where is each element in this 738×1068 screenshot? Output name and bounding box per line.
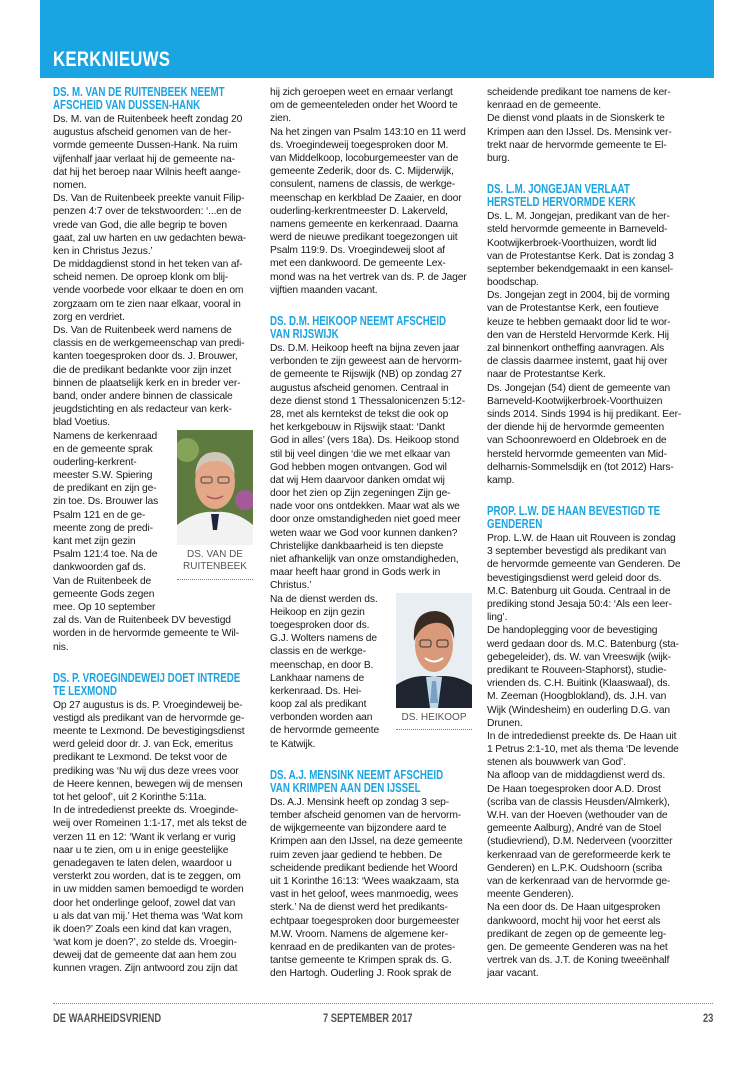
text-line: gemeente Gods zegen xyxy=(53,588,155,600)
text-line: jaar vacant. xyxy=(487,968,539,980)
text-line: prediking stond Jesaja 50:4: ‘Als een leer- xyxy=(487,599,672,610)
text-line: zorgzaam om te zien naar elkaar, vooral in xyxy=(53,298,241,310)
text-line: boodschap. xyxy=(487,277,539,289)
heading-line: AFSCHEID VAN DUSSEN-HANK xyxy=(53,98,201,112)
article-body xyxy=(270,86,472,297)
text-line: de classis daarmee instemt, gaat hij over xyxy=(487,356,668,368)
article-body xyxy=(487,86,692,165)
text-line: binnen de plaatselijk kerk en in breder ver- xyxy=(53,377,241,389)
wrapped-text xyxy=(270,593,379,751)
text-line: augustus afscheid genomen van de her- xyxy=(53,127,232,139)
text-with-photo xyxy=(53,430,253,615)
text-line: verzen 11 en 12: ‘Want ik verlang er vurig xyxy=(53,831,236,843)
page-number: 23 xyxy=(702,1011,713,1025)
text-line: ken in Christus Jezus.’ xyxy=(53,245,153,257)
text-line: G.J. Wolters namens de xyxy=(270,633,377,645)
text-line: deze dienst stond 1 Thessalonicenzen 5:12- xyxy=(270,395,466,407)
text-line: keuze te hebben gemaakt door lid te wor- xyxy=(487,316,671,328)
text-line: mond was na het vertrek van ds. P. de Jager xyxy=(270,271,467,283)
text-line: naar u te zien, om u in enige geestelijke xyxy=(53,844,229,856)
text-line: ‘wat kom je doen?’, zo stelde ds. Vroegin- xyxy=(53,937,237,949)
text-line: steld hervormde gemeente in Barneveld- xyxy=(487,224,668,236)
heading-line: VAN RIJSWIJK xyxy=(270,327,339,341)
text-line: van de kerkenraad van de hervormde ge- xyxy=(487,875,671,887)
text-line: God hebben mogen ontvangen. God wil xyxy=(270,461,447,473)
text-line: Krimpen aan den IJssel, na deze gemeente xyxy=(270,836,463,848)
text-line: maar heeft haar grond in Gods werk in xyxy=(270,567,441,579)
text-line: delharnis-Sommelsdijk en (tot 2012) Hars- xyxy=(487,461,674,473)
text-line: Ds. M. van de Ruitenbeek heeft zondag 20 xyxy=(53,114,243,125)
text-line: te Katwijk. xyxy=(270,738,316,750)
text-line: blad Voetius. xyxy=(53,417,111,429)
text-line: classis en de werkgemeenschap van predi- xyxy=(53,338,245,350)
text-line: door onze omstandigheden niet goed meer xyxy=(270,514,461,526)
caption-divider xyxy=(396,729,472,730)
text-line: Psalm 119:9. Ds. Vroegindeweij sloot af xyxy=(270,245,446,257)
text-line: M.W. Vroom. Namens de algemene ker- xyxy=(270,928,449,940)
text-line: kant met zijn gezin xyxy=(53,536,136,547)
text-line: ds. Vroegindeweij toegesproken door M. xyxy=(270,139,449,151)
photo-figure xyxy=(396,593,472,751)
text-line: dankwoord, mocht hij voor het eerst als xyxy=(487,915,661,927)
article xyxy=(487,86,692,165)
text-line: het kerkgebouw in Rijswijk staat: ‘Dankt xyxy=(270,422,445,434)
text-line: Kootwijkerbroek-Voorthuizen, wordt lid xyxy=(487,237,657,249)
text-line: De middagdienst stond in het teken van af- xyxy=(53,259,243,271)
text-line: werd geleid door dr. J. van Eck, emeritus xyxy=(53,739,233,751)
text-line: zorg en verdriet. xyxy=(53,311,125,323)
column-1 xyxy=(53,86,253,976)
text-line: 28, met als kerntekst de tekst die ook op xyxy=(270,408,449,420)
text-line: Barneveld-Kootwijkerbroek-Voorthuizen xyxy=(487,395,663,407)
text-line: trekt naar de hervormde gemeente te El- xyxy=(487,139,667,151)
article-heading xyxy=(53,672,253,698)
text-line: (studievriend), D.M. Nederveen (voorzitter xyxy=(487,836,673,848)
text-line: echtpaar toegesproken door burgemeester xyxy=(270,915,460,927)
text-line: sinds 2014. Sinds 1994 is hij predikant. Eer- xyxy=(487,408,682,420)
text-line: de gemeente te Rijswijk (NB) op zondag 27 xyxy=(270,369,462,381)
text-line: scheid nemen. De oproep klonk om blij- xyxy=(53,272,229,284)
text-line: zin toe. Ds. Brouwer las xyxy=(53,496,159,508)
photo-caption xyxy=(396,712,472,725)
text-line: predikant de zegen op de gemeente leg- xyxy=(487,928,667,940)
text-line: vijfenhalf jaar verlaat hij de gemeente na- xyxy=(53,153,235,165)
text-line: ruim zeven jaar gediend te hebben. De xyxy=(270,849,442,861)
heading-line: DS. A.J. MENSINK NEEMT AFSCHEID xyxy=(270,767,444,782)
text-line: Krimpen aan den IJssel. Ds. Mensink ver- xyxy=(487,126,672,138)
article xyxy=(270,315,472,751)
text-line: W.H. van der Hoeven (wethouder van de xyxy=(487,810,668,821)
text-line: door het onderlinge geloof, zowel dat van xyxy=(53,897,236,909)
column-3 xyxy=(487,86,692,980)
heading-line: VAN KRIMPEN AAN DEN IJSSEL xyxy=(270,780,421,795)
text-line: die de predikant bedankte voor zijn inzet xyxy=(53,364,232,376)
text-line: kerkenraad van de gereformeerde kerk te xyxy=(487,849,671,861)
text-line: predikant te Lexmond. De tekst voor de xyxy=(53,752,228,764)
text-line: Lankhaar namens de xyxy=(270,672,365,684)
text-line: burg. xyxy=(487,152,510,164)
text-line: Genderen) en L.P.K. Oudshoorn (scriba xyxy=(487,862,663,874)
text-line: Ds. A.J. Mensink heeft op zondag 3 sep- xyxy=(270,796,450,808)
text-line: nade voor ons ontdekken. Maar wat als we xyxy=(270,501,460,513)
heading-line: DS. D.M. HEIKOOP NEEMT AFSCHEID xyxy=(270,314,447,328)
text-line: tot het geloof’, uit 2 Korinthe 5:11a. xyxy=(53,792,207,803)
footer-date: 7 SEPTEMBER 2017 xyxy=(323,1011,413,1025)
heading-line: HERSTELD HERVORMDE KERK xyxy=(487,195,636,210)
text-line: gemeente Aalburg), André van de Stoel xyxy=(487,823,662,835)
text-line: mee. Op 10 september xyxy=(53,601,156,613)
article-body xyxy=(53,699,253,976)
text-line: Ds. Jongejan (54) dient de gemeente van xyxy=(487,382,671,394)
text-line: Wijk (Windesheim) en ouderling D.G. van xyxy=(487,704,670,716)
text-line: stenen als bouwwerk van God’. xyxy=(487,757,626,769)
text-line: u als dat van mij.’ Het thema was ‘Wat kom xyxy=(53,910,243,922)
text-line: den Hartogh. Ouderling J. Rook sprak de xyxy=(270,968,452,980)
text-line: M.C. Batenburg uit Gouda. Centraal in de xyxy=(487,585,671,597)
text-line: Na het zingen van Psalm 143:10 en 11 werd xyxy=(270,126,466,138)
article-body xyxy=(487,210,692,487)
text-line: Van de Ruitenbeek de xyxy=(53,575,152,587)
text-line: vormde gemeente Dussen-Hank. Na ruim xyxy=(53,140,238,152)
text-line: tember afscheid genomen van de hervorm- xyxy=(270,810,462,821)
text-line: gaat, zal uw harten en uw gedachten bewa- xyxy=(53,232,247,244)
text-line: scheidende predikant toe namens de ker- xyxy=(487,87,671,98)
article-heading xyxy=(487,505,692,531)
text-line: september bekendgemaakt in een kansel- xyxy=(487,263,674,275)
text-with-photo xyxy=(270,593,472,751)
text-line: kenraad en de gemeente. xyxy=(487,100,601,112)
text-line: 3 september bevestigd als predikant van xyxy=(487,546,667,558)
text-line: zal ds. Van de Ruitenbeek DV bevestigd xyxy=(53,615,231,627)
text-line: M. Zeeman (Hoogblokland), ds. J.H. van xyxy=(487,691,667,703)
text-line: werd gedaan door ds. M.C. Batenburg (sta- xyxy=(487,638,679,650)
text-line: Na een door ds. De Haan uitgesproken xyxy=(487,902,661,914)
photo-figure xyxy=(177,430,253,615)
text-line: nis. xyxy=(53,641,69,653)
text-line: meenschap, en door B. xyxy=(270,659,374,671)
article-heading xyxy=(487,183,692,209)
text-line: namens gemeente en kerkenraad. Daarna xyxy=(270,218,458,230)
text-line: de hervormde gemeente xyxy=(270,725,380,737)
text-line: worden in de hervormde gemeente te Wil- xyxy=(53,628,239,640)
text-line: augustus afscheid genomen. Centraal in xyxy=(270,382,449,394)
heading-line: DS. P. VROEGINDEWEIJ DOET INTREDE xyxy=(53,670,241,685)
text-line: in uw midden samen bemoedigd te worden xyxy=(53,884,244,896)
article xyxy=(53,672,253,976)
text-line: Christus.’ xyxy=(270,580,312,592)
text-line: door het zien op Zijn zegeningen Zijn ge- xyxy=(270,488,451,500)
heading-line: PROP. L.W. DE HAAN BEVESTIGD TE xyxy=(487,504,661,519)
text-line: weij over Romeinen 1:1-17, met als tekst de xyxy=(53,818,247,830)
text-line: gebegeleider), ds. W. van Vreeswijk (wijk- xyxy=(487,651,671,663)
text-line: versterkt zou worden, dat is te zeggen, om xyxy=(53,871,241,883)
article xyxy=(270,769,472,981)
text-line: dankwoorden gaf ds. xyxy=(53,562,146,574)
text-line: der diende hij de hervormde gemeenten xyxy=(487,422,665,434)
text-line: om de gemeenteleden onder het Woord te xyxy=(270,100,458,112)
article xyxy=(53,86,253,654)
text-line: De dienst vond plaats in de Sionskerk te xyxy=(487,113,665,125)
text-line: de hervormde gemeente van Genderen. De xyxy=(487,559,681,571)
text-line: De Haan toegesproken door A.D. Drost xyxy=(487,783,661,795)
text-line: kerkenraad. Ds. Hei- xyxy=(270,685,362,697)
text-line: meester S.W. Spiering xyxy=(53,470,153,482)
text-line: Prop. L.W. de Haan uit Rouveen is zondag xyxy=(487,533,676,545)
text-line: meente Genderen). xyxy=(487,889,574,901)
text-line: bevestigingsdienst werd geleid door ds. xyxy=(487,572,662,584)
text-line: vende voorbede voor elkaar te doen en om xyxy=(53,285,244,297)
text-line: De handoplegging voor de bevestiging xyxy=(487,625,658,637)
text-line: Na afloop van de middagdienst werd ds. xyxy=(487,770,666,782)
article-heading xyxy=(270,769,472,795)
text-line: In de intrededienst preekte ds. De Haan uit xyxy=(487,730,677,742)
text-line: Ds. Jongejan zegt in 2004, bij de vorming xyxy=(487,290,670,302)
text-line: consulent, namens de classis, de werkge- xyxy=(270,179,456,191)
text-line: In de intrededienst preekte ds. Vroeginde- xyxy=(53,805,239,817)
text-line: meente te Lexmond. De bevestigingsdienst xyxy=(53,726,245,738)
caption-line: DS. VAN DE xyxy=(187,548,243,560)
text-line: kenraad en de predikanten van de protes- xyxy=(270,941,456,953)
text-line: hij zich geroepen weet en ernaar verlangt xyxy=(270,87,453,98)
text-line: naar de Protestantse Kerk. xyxy=(487,369,606,381)
article-heading xyxy=(53,86,253,112)
text-line: Ds. L. M. Jongejan, predikant van de her- xyxy=(487,211,670,223)
text-line: vestigd als predikant van de hervormde ge- xyxy=(53,712,245,724)
text-line: Op 27 augustus is ds. P. Vroegindeweij be- xyxy=(53,699,243,711)
text-line: Drunen. xyxy=(487,717,523,729)
text-line: van Middelkoop, locoburgemeester van de xyxy=(270,152,459,164)
text-line: Ds. D.M. Heikoop heeft na bijna zeven jaar xyxy=(270,343,460,354)
text-line: 1 Petrus 2:1-10, met als thema ‘De levende xyxy=(487,744,679,756)
heading-line: DS. L.M. JONGEJAN VERLAAT xyxy=(487,182,630,197)
text-line: zien. xyxy=(270,113,292,125)
text-line: dat wij Hem daarvoor danken omdat wij xyxy=(270,474,445,486)
article xyxy=(487,183,692,487)
text-line: kunnen vragen. Zijn antwoord zou zijn dat xyxy=(53,963,238,975)
text-line: vertrek van ds. J.T. de Koning tweeënhalf xyxy=(487,955,670,967)
text-line: Namens de kerkenraad xyxy=(53,430,158,442)
text-line: dat hij het beroep naar Wilnis heeft aange- xyxy=(53,166,241,178)
text-line: meenschap en kerkblad De Zaaier, en door xyxy=(270,192,462,204)
text-line: toegesproken door ds. xyxy=(270,619,370,631)
article-body xyxy=(270,796,472,981)
text-line: penzen 4:7 over de tekstwoorden: ‘...en de xyxy=(53,206,242,218)
article xyxy=(487,505,692,980)
portrait-photo xyxy=(177,430,253,545)
footer-divider xyxy=(53,1003,713,1004)
text-line: uit 1 Korinthe 16:13: ‘Wees waakzaam, sta xyxy=(270,875,459,887)
text-line: met een dankwoord. De gemeente Lex- xyxy=(270,258,446,270)
text-line: hersteld hervormde gemeenten van Mid- xyxy=(487,448,667,460)
text-line: God in alles’ (vers 18a). Ds. Heikoop stond xyxy=(270,435,459,447)
caption-divider xyxy=(177,579,253,580)
text-line: weten waar we God voor kunnen danken? xyxy=(270,527,458,539)
text-line: kanten toegesproken door ds. J. Brouwer, xyxy=(53,351,238,363)
text-line: nomen. xyxy=(53,179,87,191)
text-line: classis en de werkge- xyxy=(270,646,366,658)
text-line: verbonden worden aan xyxy=(270,712,373,724)
text-line: ik doen?’ Zoals een kind dat kan vragen, xyxy=(53,923,232,935)
text-line: Heikoop en zijn gezin xyxy=(270,606,365,618)
text-line: Psalm 121 en de ge- xyxy=(53,509,146,521)
text-line: predikant te Rouveen-Staphorst), studie- xyxy=(487,664,667,676)
photo-caption xyxy=(177,549,253,574)
caption-line: DS. HEIKOOP xyxy=(401,711,467,723)
article-heading xyxy=(270,315,472,341)
text-line: vijftien maanden vacant. xyxy=(270,284,378,296)
text-line: niet afhankelijk van onze omstandigheden, xyxy=(270,554,459,565)
text-line: en de gemeente sprak xyxy=(53,443,153,455)
footer-publication: DE WAARHEIDSVRIEND xyxy=(53,1011,162,1025)
text-line: van de Protestantse Kerk, een foutieve xyxy=(487,303,659,315)
text-line: band, onder andere binnen de classicale xyxy=(53,390,233,402)
caption-line: RUITENBEEK xyxy=(183,561,247,572)
text-line: kamp. xyxy=(487,474,515,486)
text-line: gemeente Zederik, door ds. C. Mijderwijk, xyxy=(270,166,454,178)
wrapped-text xyxy=(53,430,158,615)
portrait-photo xyxy=(396,593,472,708)
text-line: Ds. Van de Ruitenbeek preekte vanuit Filip- xyxy=(53,193,245,205)
text-line: vrienden ds. C.H. Buitink (Klaaswaal), ds. xyxy=(487,678,671,690)
text-line: Christelijke dankbaarheid is ten diepste xyxy=(270,540,444,552)
heading-line: GENDEREN xyxy=(487,517,543,532)
text-line: deweij dat de gemeente dat aan hem zou xyxy=(53,950,237,962)
text-line: den van de Hersteld Hervormde Kerk. Hij xyxy=(487,329,669,341)
text-line: sterk.’ Na de dienst werd het predikants- xyxy=(270,902,448,914)
article xyxy=(270,86,472,297)
text-line: Ds. Van de Ruitenbeek werd namens de xyxy=(53,325,232,336)
article-body xyxy=(487,532,692,980)
article-body xyxy=(53,113,253,654)
text-line: scheidende predikant bediende het Woord xyxy=(270,862,458,874)
text-line: zal binnenkort ontheffing aanvragen. Als xyxy=(487,343,664,354)
text-line: prediking was ‘Nu wij dus deze vrees voor xyxy=(53,765,239,777)
text-line: vast in het geloof, wees manmoedig, wees xyxy=(270,889,459,901)
text-line: Na de dienst werden ds. xyxy=(270,593,378,605)
text-line: vrede van God, die alle begrip te boven xyxy=(53,219,227,231)
text-line: van de Protestantse Kerk. Dat is zondag 3 xyxy=(487,250,674,262)
text-line: genadegaven te laten delen, waardoor u xyxy=(53,857,232,869)
heading-line: DS. M. VAN DE RUITENBEEK NEEMT xyxy=(53,85,225,99)
text-line: tantse gemeente te Krimpen sprak ds. G. xyxy=(270,955,452,967)
text-line: stil bij veel dingen ‘die we met elkaar van xyxy=(270,448,451,460)
text-line: Psalm 121:4 toe. Na de xyxy=(53,549,158,561)
heading-line: TE LEXMOND xyxy=(53,683,117,698)
text-line: de wijkgemeente van bijzondere aard te xyxy=(270,823,447,835)
text-line: jeugdstichting en als redacteur van kerk- xyxy=(53,404,232,416)
section-title: KERKNIEUWS xyxy=(53,48,171,71)
text-line: de Heere kennen, bewegen wij de mensen xyxy=(53,778,243,790)
text-line: gen. De gemeente Genderen was na het xyxy=(487,941,668,953)
text-line: de predikant en zijn ge- xyxy=(53,483,157,495)
text-line: werd de nieuwe predikant toegezongen uit xyxy=(270,232,458,244)
article-body xyxy=(270,342,472,751)
section-banner xyxy=(40,0,714,78)
text-line: (scriba van de classis Heusden/Almkerk), xyxy=(487,796,670,808)
text-line: koop zal als predikant xyxy=(270,699,367,711)
text-line: ling’. xyxy=(487,612,508,624)
text-line: ouderling-kerkrent- xyxy=(53,456,137,468)
text-line: ouderling-kerkrentmeester D. Lakerveld, xyxy=(270,205,448,217)
text-line: verbonden te zijn geweest aan de hervorm- xyxy=(270,356,462,368)
column-2 xyxy=(270,86,472,980)
text-line: van Schoonrewoerd en Oldebroek en de xyxy=(487,435,667,447)
text-line: meente zong de predi- xyxy=(53,522,153,534)
